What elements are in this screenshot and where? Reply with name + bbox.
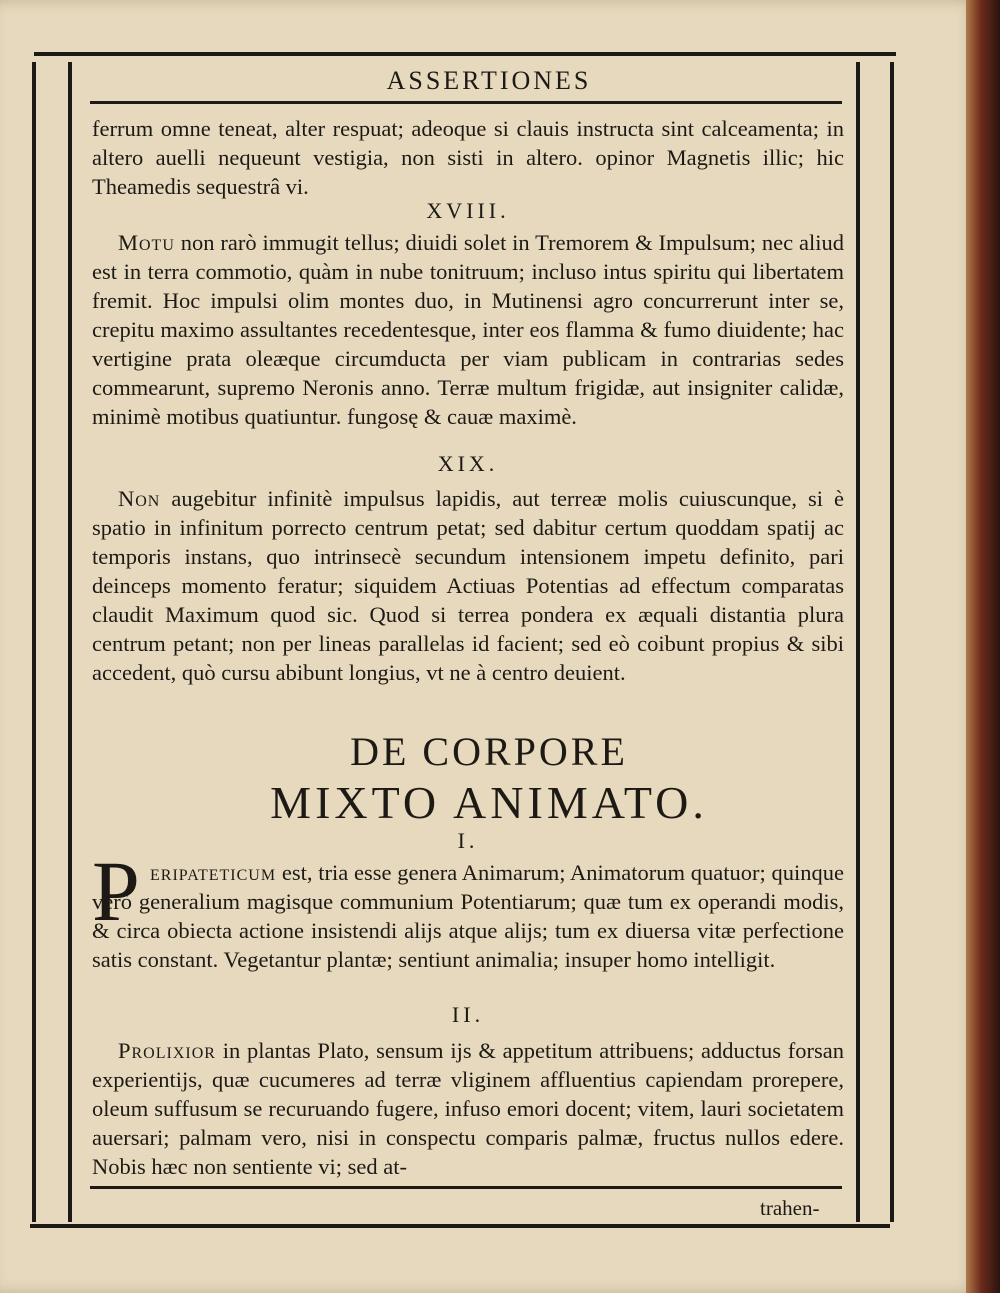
paragraph-body: non rarò immugit tellus; diuidi solet in Tremorem & Impulsum; nec aliud est in terra commotio, quàm in nube tonitruum; incluso intus spiritu qui libertatem fremit. Hoc impulsi olim montes duo, in Mutinensi agro concurrerunt inter se, crepitu maximo assultantes recedentesque, inter eos flamma & fumo diuidente; hac vertigine prata oleæque circumducta per viam publicam in contrarias sedes commearunt, supremo Neronis anno. Terræ multum frigidæ, aut insigniter calidæ, minimè motibus quatiuntur. fungosę & cauæ maximè. bbox=[92, 230, 844, 429]
bottom-rule bbox=[30, 1224, 890, 1228]
paragraph-19 bbox=[92, 484, 844, 687]
lead-word: eripateticum bbox=[150, 860, 277, 885]
right-outer-rule bbox=[890, 62, 894, 1222]
section-number-1: I. bbox=[457, 828, 479, 853]
right-inner-rule bbox=[856, 62, 860, 1222]
foot-rule bbox=[90, 1186, 842, 1189]
top-rule bbox=[34, 52, 896, 56]
paragraph-2 bbox=[92, 1036, 844, 1181]
running-head: ASSERTIONES bbox=[386, 66, 592, 95]
paragraph-continued: ferrum omne teneat, alter respuat; adeoque si clauis instructa sint calceamenta; in altero auelli nequeunt vestigia, non sisti in altero. opinor Magnetis illic; hic Theamedis sequestrâ vi. bbox=[92, 116, 844, 199]
paragraph-body: augebitur infinitè impulsus lapidis, aut terreæ molis cuiuscunque, si è spatio in infinitum porrecto centrum petat; sed dabitur certum quoddam spatij ac temporis instans, quo intrinsecè secundum intensionem impetu definito, pari deinceps momento feratur; siquidem Actiuas Potentias ad effectum comparatas claudit Maximum quod sic. Quod si terrea pondera ex æquali distantia plura centrum petant; non per lineas parallelas id facient; sed eò coibunt propius & sibi accedent, quò cursu abibunt longius, vt ne à centro deuient. bbox=[92, 486, 844, 685]
left-inner-rule bbox=[68, 62, 72, 1222]
lead-word: Non bbox=[118, 486, 161, 511]
book-edge bbox=[966, 0, 1000, 1293]
lead-word: Prolixior bbox=[118, 1038, 216, 1063]
section-number-2: II. bbox=[451, 1002, 485, 1027]
section-number-19: XIX. bbox=[437, 451, 499, 476]
section-title-line2: MIXTO ANIMATO. bbox=[270, 777, 708, 828]
drop-capital: P bbox=[92, 843, 140, 939]
lead-word: Motu bbox=[118, 230, 175, 255]
catchword: trahen- bbox=[760, 1196, 820, 1220]
section-number-18: XVIII. bbox=[426, 198, 510, 223]
paragraph-body: in plantas Plato, sensum ijs & appetitum attribuens; adductus forsan experientijs, quæ cucumeres ad terræ vliginem affluentius capiendam prorepere, oleum suffusum se recuruando fugere, infuso emori docent; vitem, lauri societatem auersari; palmam vero, nisi in conspectu comparis palmæ, fructus nullos edere. Nobis hæc non sentiente vi; sed at- bbox=[92, 1038, 844, 1179]
left-outer-rule bbox=[32, 62, 36, 1222]
paragraph-18 bbox=[92, 228, 844, 431]
section-title-line1: DE CORPORE bbox=[350, 729, 628, 774]
paragraph-body: est, tria esse genera Animarum; Animatorum quatuor; quinque verò generalium magisque communium Potentiarum; quæ tum ex operandi modis, & circa obiecta actione insistendi alijs atque alijs; tum ex diuersa vitæ perfectione satis constant. Vegetantur plantæ; sentiunt animalia; insuper homo intelligit. bbox=[92, 860, 844, 972]
paragraph-1 bbox=[92, 858, 844, 974]
head-rule bbox=[90, 101, 842, 104]
